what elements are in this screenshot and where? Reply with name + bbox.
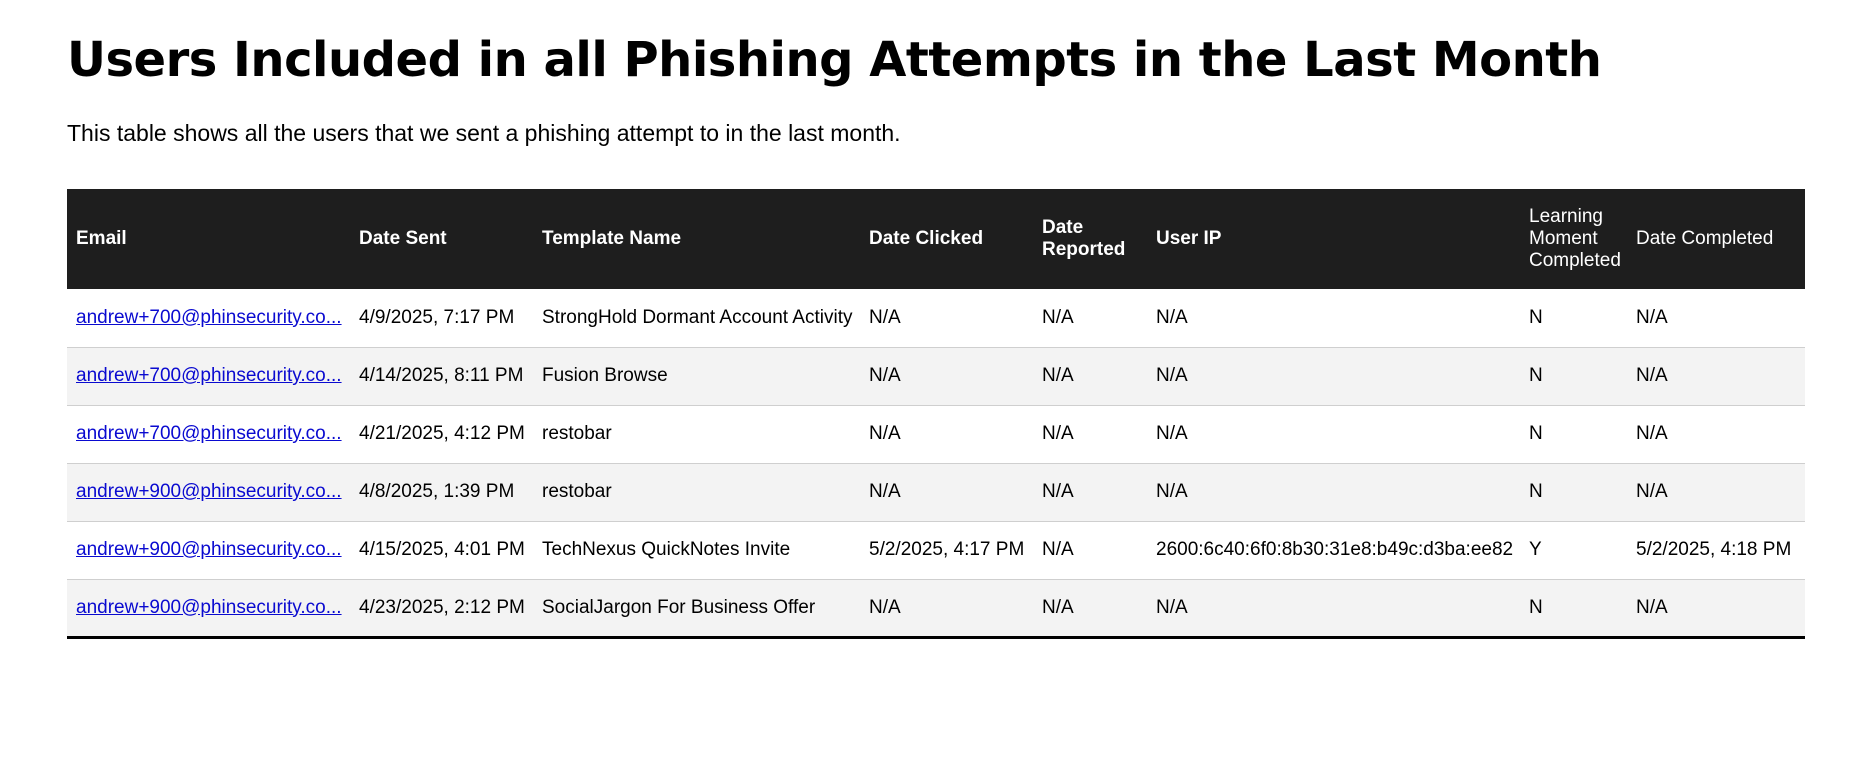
email-link[interactable]: andrew+900@phinsecurity.co... (76, 481, 342, 502)
cell-date-clicked: 5/2/2025, 4:17 PM (869, 539, 1025, 560)
cell-date-reported: N/A (1042, 423, 1074, 444)
cell-learning-completed: N (1529, 365, 1543, 386)
cell-date-reported: N/A (1042, 365, 1074, 386)
cell-date-clicked: N/A (869, 306, 901, 328)
email-link[interactable]: andrew+700@phinsecurity.co... (76, 365, 342, 386)
cell-date-completed: N/A (1636, 365, 1668, 386)
cell-user-ip: N/A (1156, 306, 1188, 328)
cell-date-sent: 4/8/2025, 1:39 PM (359, 481, 515, 502)
cell-learning-completed: Y (1529, 539, 1542, 560)
cell-date-completed: N/A (1636, 481, 1668, 502)
page-title: Users Included in all Phishing Attempts in the Last Month (67, 32, 1602, 88)
cell-learning-completed: N (1529, 423, 1543, 444)
cell-date-clicked: N/A (869, 596, 901, 618)
table-row (67, 463, 1805, 521)
cell-date-completed: N/A (1636, 423, 1668, 444)
cell-user-ip: N/A (1156, 423, 1188, 444)
cell-email (67, 347, 350, 405)
cell-date-sent: 4/15/2025, 4:01 PM (359, 539, 525, 560)
email-link[interactable]: andrew+900@phinsecurity.co... (76, 596, 342, 618)
cell-email (67, 405, 350, 463)
cell-email (67, 579, 350, 637)
table-header-row (67, 189, 1805, 289)
cell-date-clicked: N/A (869, 423, 901, 444)
header-date-sent[interactable]: Date Sent (359, 228, 447, 249)
cell-user-ip: 2600:6c40:6f0:8b30:31e8:b49c:d3ba:ee82 (1156, 539, 1514, 560)
cell-date-completed: 5/2/2025, 4:18 PM (1636, 539, 1792, 560)
cell-date-reported: N/A (1042, 481, 1074, 502)
header-date-reported[interactable]: Date Reported (1042, 217, 1126, 260)
cell-template-name: Fusion Browse (542, 365, 668, 386)
page-description: This table shows all the users that we sent a phishing attempt to in the last month. (67, 120, 901, 146)
cell-email (67, 521, 350, 579)
cell-template-name: restobar (542, 423, 612, 444)
cell-date-sent: 4/14/2025, 8:11 PM (359, 365, 524, 386)
cell-date-sent: 4/9/2025, 7:17 PM (359, 306, 515, 328)
cell-date-sent: 4/23/2025, 2:12 PM (359, 596, 525, 618)
table-row (67, 347, 1805, 405)
cell-email (67, 463, 350, 521)
table-row (67, 521, 1805, 579)
cell-date-completed: N/A (1636, 596, 1668, 618)
email-link[interactable]: andrew+700@phinsecurity.co... (76, 423, 342, 444)
table-row (67, 579, 1805, 637)
cell-template-name: restobar (542, 481, 612, 502)
cell-date-clicked: N/A (869, 481, 901, 502)
table-row (67, 289, 1805, 347)
cell-date-reported: N/A (1042, 306, 1074, 328)
cell-user-ip: N/A (1156, 365, 1188, 386)
table-row (67, 405, 1805, 463)
cell-user-ip: N/A (1156, 481, 1188, 502)
header-user-ip[interactable]: User IP (1156, 228, 1222, 249)
cell-template-name: TechNexus QuickNotes Invite (542, 539, 791, 560)
header-learning-moment-completed[interactable]: Learning Moment Completed (1529, 206, 1621, 271)
cell-learning-completed: N (1529, 596, 1543, 618)
cell-learning-completed: N (1529, 306, 1543, 328)
cell-learning-completed: N (1529, 481, 1543, 502)
cell-user-ip: N/A (1156, 596, 1188, 618)
phishing-users-table (67, 189, 1805, 639)
cell-email (67, 289, 350, 347)
cell-template-name: SocialJargon For Business Offer (542, 596, 816, 618)
email-link[interactable]: andrew+700@phinsecurity.co... (76, 306, 342, 328)
cell-date-clicked: N/A (869, 365, 901, 386)
header-date-completed[interactable]: Date Completed (1636, 228, 1774, 249)
header-date-clicked[interactable]: Date Clicked (869, 228, 984, 249)
cell-date-sent: 4/21/2025, 4:12 PM (359, 423, 525, 444)
header-email[interactable]: Email (76, 228, 127, 249)
cell-date-reported: N/A (1042, 596, 1074, 618)
header-template-name[interactable]: Template Name (542, 228, 682, 249)
cell-date-reported: N/A (1042, 539, 1074, 560)
cell-date-completed: N/A (1636, 306, 1668, 328)
cell-template-name: StrongHold Dormant Account Activity (542, 306, 853, 328)
email-link[interactable]: andrew+900@phinsecurity.co... (76, 539, 342, 560)
